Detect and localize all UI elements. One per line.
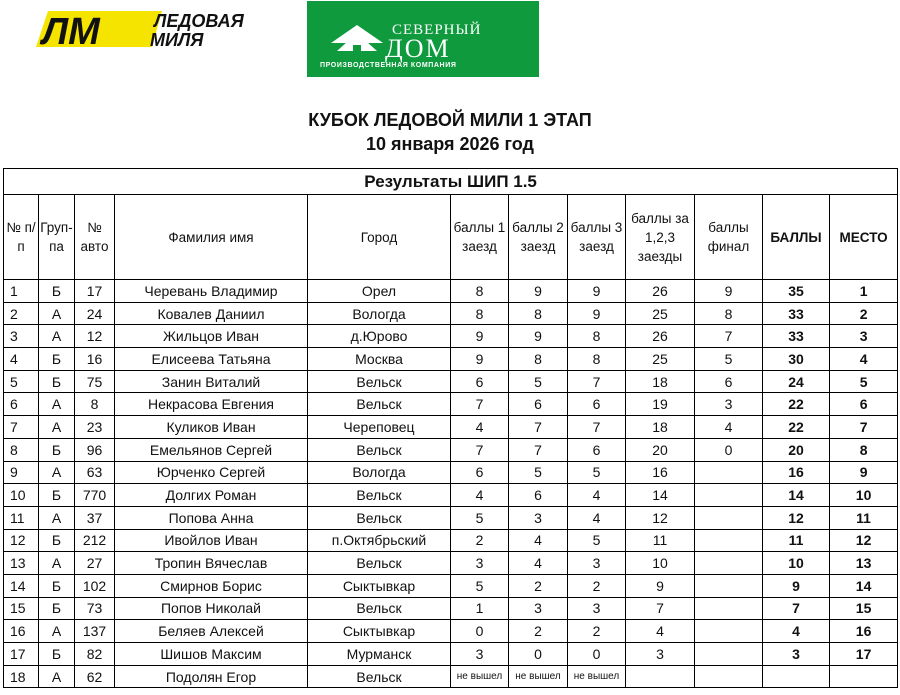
table-row [4,597,898,620]
cell-col-group: А [39,506,75,529]
cell-col-city: Череповец [308,416,451,439]
cell-col-group: А [39,665,75,688]
cell-col-heat1: 3 [451,552,509,575]
cell-col-heats-total: 14 [626,484,695,507]
cell-col-place: 9 [830,461,898,484]
cell-col-heat2: 8 [509,302,568,325]
page-title: КУБОК ЛЕДОВОЙ МИЛИ 1 ЭТАП [308,110,592,130]
cell-col-place: 2 [830,302,898,325]
cell-col-points: 33 [763,325,830,348]
table-row [4,643,898,666]
cell-col-heat1: 7 [451,393,509,416]
cell-col-number: 17 [4,643,39,666]
cell-col-car: 8 [75,393,115,416]
cell-col-place: 12 [830,529,898,552]
am-word1: ЛЕДОВАЯ [154,11,244,31]
header-col-name: Фамилия имя [115,195,308,280]
cell-col-points: 22 [763,416,830,439]
cell-col-points: 11 [763,529,830,552]
cell-col-city: Вельск [308,552,451,575]
cell-col-car: 137 [75,620,115,643]
cell-col-final: 7 [695,325,763,348]
table-row [4,461,898,484]
cell-col-number: 2 [4,302,39,325]
cell-col-name: Долгих Роман [115,484,308,507]
table-row [4,620,898,643]
cell-col-heat3: 8 [568,325,626,348]
cell-col-city: Вельск [308,597,451,620]
cell-col-place: 1 [830,280,898,303]
cell-col-heat3: 4 [568,484,626,507]
cell-col-group: А [39,302,75,325]
cell-col-points: 16 [763,461,830,484]
cell-col-car: 75 [75,370,115,393]
cell-col-number: 10 [4,484,39,507]
cell-col-city: Вологда [308,461,451,484]
cell-col-heat3: 5 [568,461,626,484]
cell-col-number: 8 [4,438,39,461]
cell-col-heats-total: 10 [626,552,695,575]
cell-col-name: Ивойлов Иван [115,529,308,552]
cell-col-heats-total [626,665,695,688]
cell-col-name: Попов Николай [115,597,308,620]
cell-col-name: Подолян Егор [115,665,308,688]
cell-col-group: А [39,620,75,643]
cell-col-heat1: 8 [451,280,509,303]
cell-col-car: 212 [75,529,115,552]
cell-col-heat2: 2 [509,574,568,597]
cell-col-heat2: 0 [509,643,568,666]
cell-col-final: 6 [695,370,763,393]
cell-col-heat3: 9 [568,302,626,325]
cell-col-place: 16 [830,620,898,643]
cell-col-points: 22 [763,393,830,416]
cell-col-place [830,665,898,688]
table-row [4,438,898,461]
header-col-final: баллы финал [695,195,763,280]
cell-col-car: 16 [75,348,115,371]
table-row [4,665,898,688]
cell-col-heats-total: 18 [626,370,695,393]
cell-col-group: Б [39,643,75,666]
cell-col-heat2: 7 [509,438,568,461]
cell-col-group: Б [39,597,75,620]
cell-col-heat1: 5 [451,506,509,529]
cell-col-heat1: 2 [451,529,509,552]
cell-col-car: 37 [75,506,115,529]
header-col-heat1: баллы 1 заезд [451,195,509,280]
cell-col-points: 9 [763,574,830,597]
cell-col-heat3: 2 [568,620,626,643]
cell-col-heat1: 7 [451,438,509,461]
cell-col-points: 20 [763,438,830,461]
cell-col-name: Емельянов Сергей [115,438,308,461]
cell-col-place: 15 [830,597,898,620]
cell-col-heats-total: 9 [626,574,695,597]
cell-col-number: 13 [4,552,39,575]
cell-col-car: 17 [75,280,115,303]
cell-col-car: 12 [75,325,115,348]
cell-col-heats-total: 11 [626,529,695,552]
cell-col-place: 5 [830,370,898,393]
cell-col-number: 1 [4,280,39,303]
cell-col-heat2: 8 [509,348,568,371]
table-row [4,325,898,348]
cell-col-car: 27 [75,552,115,575]
cell-col-final: 5 [695,348,763,371]
header-col-place: МЕСТО [830,195,898,280]
cell-col-heat1: 1 [451,597,509,620]
header-col-group: Группа [39,195,75,280]
cell-col-place: 14 [830,574,898,597]
table-row [4,506,898,529]
table-row [4,529,898,552]
cell-col-heats-total: 12 [626,506,695,529]
cell-col-number: 4 [4,348,39,371]
table-body [4,280,898,688]
ledovaya-milya-logo [34,8,290,50]
cell-col-group: Б [39,348,75,371]
cell-col-number: 16 [4,620,39,643]
cell-col-heat1: 4 [451,484,509,507]
table-caption: Результаты ШИП 1.5 [4,169,898,195]
cell-col-number: 3 [4,325,39,348]
cell-col-name: Беляев Алексей [115,620,308,643]
cell-col-number: 18 [4,665,39,688]
cell-col-car: 24 [75,302,115,325]
sd-word1: СЕВЕРНЫЙ [392,22,482,38]
house-tree-icon [327,23,387,55]
cell-col-group: А [39,416,75,439]
cell-col-place: 4 [830,348,898,371]
cell-col-group: А [39,393,75,416]
cell-col-city: Орел [308,280,451,303]
cell-col-heat2: 7 [509,416,568,439]
cell-col-place: 8 [830,438,898,461]
cell-col-final [695,597,763,620]
cell-col-car: 82 [75,643,115,666]
cell-col-heat3: 3 [568,597,626,620]
cell-col-car: 63 [75,461,115,484]
cell-col-car: 23 [75,416,115,439]
cell-col-name: Занин Виталий [115,370,308,393]
cell-col-place: 3 [830,325,898,348]
cell-col-final: 9 [695,280,763,303]
cell-col-city: Вологда [308,302,451,325]
cell-col-heat1: 4 [451,416,509,439]
cell-col-car: 96 [75,438,115,461]
cell-col-place: 13 [830,552,898,575]
table-row [4,552,898,575]
cell-col-heat1: 9 [451,348,509,371]
cell-col-heat3: 8 [568,348,626,371]
cell-col-city: Вельск [308,438,451,461]
sd-word3: ПРОИЗВОДСТВЕННАЯ КОМПАНИЯ [320,62,457,69]
cell-col-heat3: 9 [568,280,626,303]
header-col-heat2: баллы 2 заезд [509,195,568,280]
cell-col-heat1: 5 [451,574,509,597]
cell-col-heat1: не вышел [451,665,509,688]
cell-col-final: 4 [695,416,763,439]
cell-col-name: Шишов Максим [115,643,308,666]
cell-col-heats-total: 18 [626,416,695,439]
cell-col-number: 14 [4,574,39,597]
cell-col-heats-total: 4 [626,620,695,643]
cell-col-heats-total: 20 [626,438,695,461]
cell-col-car: 62 [75,665,115,688]
cell-col-final [695,574,763,597]
cell-col-points: 12 [763,506,830,529]
cell-col-heat3: 0 [568,643,626,666]
table-row [4,348,898,371]
cell-col-city: Мурманск [308,643,451,666]
cell-col-heat1: 6 [451,370,509,393]
cell-col-heat3: 7 [568,370,626,393]
header-col-heat3: баллы 3 заезд [568,195,626,280]
cell-col-heats-total: 25 [626,348,695,371]
cell-col-car: 770 [75,484,115,507]
cell-col-car: 102 [75,574,115,597]
cell-col-city: Сыктывкар [308,574,451,597]
sd-word2: ДОМ [385,34,451,63]
cell-col-name: Некрасова Евгения [115,393,308,416]
cell-col-group: Б [39,529,75,552]
header-col-car: № авто [75,195,115,280]
cell-col-heat3: 4 [568,506,626,529]
cell-col-number: 15 [4,597,39,620]
cell-col-final: 8 [695,302,763,325]
cell-col-points: 24 [763,370,830,393]
cell-col-points: 10 [763,552,830,575]
event-date: 10 января 2026 год [366,134,534,154]
cell-col-group: А [39,461,75,484]
cell-col-number: 12 [4,529,39,552]
cell-col-final [695,529,763,552]
cell-col-heat2: 3 [509,597,568,620]
cell-col-heat2: 5 [509,461,568,484]
cell-col-group: Б [39,370,75,393]
cell-col-points: 3 [763,643,830,666]
cell-col-points: 14 [763,484,830,507]
cell-col-heat2: 3 [509,506,568,529]
header-col-points: БАЛЛЫ [763,195,830,280]
cell-col-heats-total: 7 [626,597,695,620]
cell-col-heats-total: 25 [626,302,695,325]
cell-col-place: 17 [830,643,898,666]
cell-col-points [763,665,830,688]
cell-col-final [695,461,763,484]
cell-col-place: 6 [830,393,898,416]
cell-col-number: 5 [4,370,39,393]
cell-col-city: п.Октябрьский [308,529,451,552]
table-row [4,280,898,303]
cell-col-heat2: 4 [509,552,568,575]
cell-col-heat2: 6 [509,393,568,416]
cell-col-heat3: не вышел [568,665,626,688]
cell-col-number: 7 [4,416,39,439]
cell-col-final: 3 [695,393,763,416]
cell-col-final [695,506,763,529]
results-table [3,168,898,688]
cell-col-car: 73 [75,597,115,620]
cell-col-heat3: 5 [568,529,626,552]
cell-col-group: Б [39,484,75,507]
severny-dom-logo [307,1,539,77]
cell-col-heat3: 6 [568,438,626,461]
cell-col-points: 4 [763,620,830,643]
header-col-heats-total: баллы за 1,2,3 заезды [626,195,695,280]
table-row [4,484,898,507]
cell-col-final [695,643,763,666]
cell-col-heat3: 7 [568,416,626,439]
cell-col-final: 0 [695,438,763,461]
cell-col-city: Вельск [308,393,451,416]
cell-col-points: 35 [763,280,830,303]
cell-col-heat2: 9 [509,280,568,303]
cell-col-city: д.Юрово [308,325,451,348]
cell-col-heats-total: 26 [626,325,695,348]
cell-col-heat2: 4 [509,529,568,552]
cell-col-number: 9 [4,461,39,484]
cell-col-points: 33 [763,302,830,325]
cell-col-heat1: 0 [451,620,509,643]
cell-col-heats-total: 26 [626,280,695,303]
cell-col-heat1: 3 [451,643,509,666]
cell-col-city: Вельск [308,506,451,529]
cell-col-heat2: 9 [509,325,568,348]
cell-col-final [695,484,763,507]
cell-col-city: Вельск [308,665,451,688]
cell-col-city: Вельск [308,370,451,393]
am-word2: МИЛЯ [150,30,204,50]
cell-col-heats-total: 16 [626,461,695,484]
cell-col-name: Смирнов Борис [115,574,308,597]
table-row [4,302,898,325]
cell-col-heat1: 6 [451,461,509,484]
table-row [4,370,898,393]
cell-col-final [695,620,763,643]
cell-col-heat2: 5 [509,370,568,393]
cell-col-name: Ковалев Даниил [115,302,308,325]
cell-col-heat1: 8 [451,302,509,325]
cell-col-city: Вельск [308,484,451,507]
am-letters: ЛМ [42,11,100,50]
cell-col-city: Сыктывкар [308,620,451,643]
table-row [4,416,898,439]
cell-col-name: Елисеева Татьяна [115,348,308,371]
cell-col-place: 7 [830,416,898,439]
cell-col-city: Москва [308,348,451,371]
table-row [4,393,898,416]
cell-col-name: Юрченко Сергей [115,461,308,484]
cell-col-name: Черевань Владимир [115,280,308,303]
cell-col-heat2: 6 [509,484,568,507]
cell-col-group: Б [39,574,75,597]
cell-col-points: 30 [763,348,830,371]
cell-col-name: Попова Анна [115,506,308,529]
cell-col-place: 11 [830,506,898,529]
cell-col-heat2: не вышел [509,665,568,688]
cell-col-number: 11 [4,506,39,529]
cell-col-final [695,665,763,688]
cell-col-group: Б [39,280,75,303]
cell-col-heat3: 2 [568,574,626,597]
cell-col-heat2: 2 [509,620,568,643]
header-col-city: Город [308,195,451,280]
cell-col-final [695,552,763,575]
cell-col-group: А [39,325,75,348]
cell-col-heats-total: 19 [626,393,695,416]
cell-col-group: Б [39,438,75,461]
cell-col-heat3: 6 [568,393,626,416]
cell-col-number: 6 [4,393,39,416]
cell-col-name: Тропин Вячеслав [115,552,308,575]
header-row [4,195,898,280]
cell-col-heat1: 9 [451,325,509,348]
cell-col-heat3: 3 [568,552,626,575]
cell-col-name: Куликов Иван [115,416,308,439]
table-row [4,574,898,597]
cell-col-points: 7 [763,597,830,620]
header-col-number: № п/п [4,195,39,280]
cell-col-place: 10 [830,484,898,507]
cell-col-name: Жильцов Иван [115,325,308,348]
cell-col-group: А [39,552,75,575]
cell-col-heats-total: 3 [626,643,695,666]
